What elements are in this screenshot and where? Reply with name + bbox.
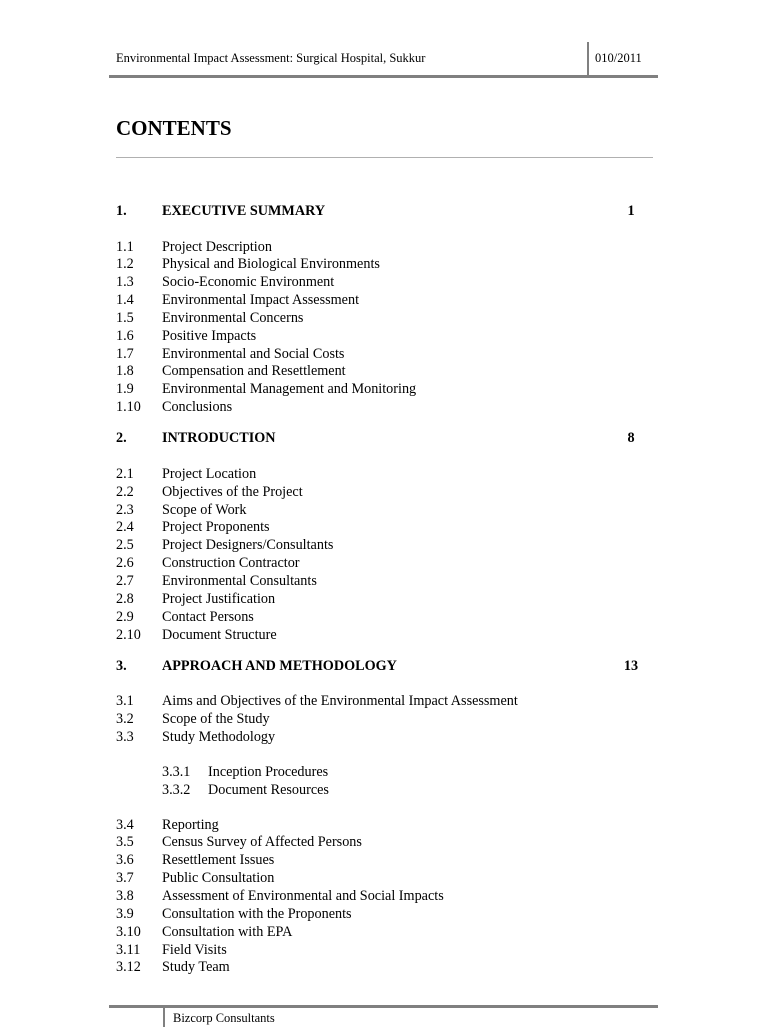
toc-item[interactable] xyxy=(116,555,646,573)
item-number: 3.12 xyxy=(116,959,141,976)
toc-item[interactable] xyxy=(116,274,646,292)
item-title: Socio-Economic Environment xyxy=(162,274,335,291)
toc-item[interactable] xyxy=(116,363,646,381)
item-number: 3.6 xyxy=(116,852,134,869)
item-title: Environmental Consultants xyxy=(162,573,317,589)
item-title: Consultation with EPA xyxy=(162,923,293,940)
toc-item[interactable] xyxy=(116,870,646,888)
toc-item[interactable] xyxy=(116,834,646,852)
item-title: Public Consultation xyxy=(162,870,275,887)
header-date: 010/2011 xyxy=(595,51,642,65)
toc-section-2[interactable] xyxy=(116,430,646,452)
item-title: Reporting xyxy=(162,816,219,833)
toc-item[interactable] xyxy=(116,484,646,502)
toc-section-3[interactable] xyxy=(116,658,646,680)
header-divider xyxy=(587,42,589,75)
section-number: 1. xyxy=(116,203,127,219)
item-number: 1.8 xyxy=(116,363,134,380)
toc-item[interactable] xyxy=(116,591,646,609)
item-number: 1.6 xyxy=(116,327,134,344)
item-title: Aims and Objectives of the Environmental Impact Assessment xyxy=(162,693,518,710)
toc-subitem[interactable] xyxy=(116,782,646,800)
toc-item[interactable] xyxy=(116,346,646,364)
item-number: 3.2 xyxy=(116,711,134,728)
item-title: Assessment of Environmental and Social Impacts xyxy=(162,887,444,904)
item-number: 2.6 xyxy=(116,555,134,572)
toc-item[interactable] xyxy=(116,239,646,257)
item-title: Study Methodology xyxy=(162,729,276,746)
item-title: Project Justification xyxy=(162,590,276,607)
item-number: 3.7 xyxy=(116,870,134,887)
table-of-contents xyxy=(116,203,646,991)
item-number: 3.11 xyxy=(116,941,141,958)
item-number: 3.3 xyxy=(116,729,134,746)
item-number: 3.10 xyxy=(116,923,141,940)
toc-item[interactable] xyxy=(116,399,646,417)
toc-item[interactable] xyxy=(116,711,646,729)
page-footer xyxy=(109,1005,658,1025)
item-title: Inception Procedures xyxy=(208,763,329,780)
toc-item-list xyxy=(116,693,646,747)
toc-item[interactable] xyxy=(116,256,646,274)
item-number: 1.9 xyxy=(116,381,134,398)
item-title: Environmental and Social Costs xyxy=(162,345,345,362)
footer-divider xyxy=(163,1007,165,1027)
toc-item[interactable] xyxy=(116,519,646,537)
section-title: EXECUTIVE SUMMARY xyxy=(162,203,326,219)
item-number: 3.4 xyxy=(116,816,134,833)
item-number: 2.7 xyxy=(116,573,134,589)
header-title: Environmental Impact Assessment: Surgical Hospital, Sukkur xyxy=(116,51,426,65)
toc-item[interactable] xyxy=(116,609,646,627)
toc-item[interactable] xyxy=(116,729,646,747)
item-number: 3.3.2 xyxy=(162,781,191,798)
toc-subitem[interactable] xyxy=(116,764,646,782)
toc-item[interactable] xyxy=(116,328,646,346)
toc-item[interactable] xyxy=(116,906,646,924)
item-title: Study Team xyxy=(162,959,230,976)
toc-item[interactable] xyxy=(116,573,646,591)
item-number: 1.4 xyxy=(116,292,134,309)
toc-item[interactable] xyxy=(116,502,646,520)
item-number: 2.5 xyxy=(116,537,134,554)
toc-item[interactable] xyxy=(116,817,646,835)
item-number: 2.2 xyxy=(116,483,134,500)
item-title: Environmental Concerns xyxy=(162,309,304,326)
item-title: Environmental Management and Monitoring xyxy=(162,381,417,398)
toc-item[interactable] xyxy=(116,381,646,399)
section-page-number: 8 xyxy=(627,430,635,447)
page-header xyxy=(109,42,658,78)
item-number: 3.9 xyxy=(116,905,134,922)
item-title: Objectives of the Project xyxy=(162,483,303,500)
section-number: 2. xyxy=(116,430,127,447)
item-title: Construction Contractor xyxy=(162,555,300,572)
item-title: Resettlement Issues xyxy=(162,852,275,869)
contents-heading: CONTENTS xyxy=(116,116,232,140)
item-number: 3.1 xyxy=(116,693,134,710)
footer-label: Bizcorp Consultants xyxy=(173,1011,275,1025)
item-number: 2.9 xyxy=(116,608,134,625)
toc-item-list xyxy=(116,239,646,417)
item-number: 2.10 xyxy=(116,626,141,643)
toc-item-list xyxy=(116,817,646,978)
toc-item[interactable] xyxy=(116,888,646,906)
toc-item[interactable] xyxy=(116,292,646,310)
section-number: 3. xyxy=(116,657,127,674)
item-number: 3.5 xyxy=(116,834,134,851)
item-title: Project Designers/Consultants xyxy=(162,537,334,554)
item-title: Scope of the Study xyxy=(162,711,270,728)
item-number: 1.2 xyxy=(116,256,134,273)
section-page-number: 13 xyxy=(623,657,639,674)
item-title: Document Structure xyxy=(162,626,277,643)
item-number: 3.8 xyxy=(116,887,134,904)
item-title: Field Visits xyxy=(162,941,227,958)
item-number: 1.7 xyxy=(116,345,134,362)
item-title: Consultation with the Proponents xyxy=(162,905,352,922)
toc-item[interactable] xyxy=(116,959,646,977)
item-number: 1.1 xyxy=(116,238,134,255)
item-title: Positive Impacts xyxy=(162,327,257,344)
item-title: Conclusions xyxy=(162,399,233,416)
toc-subitem-list xyxy=(116,764,646,800)
toc-item[interactable] xyxy=(116,627,646,645)
toc-item[interactable] xyxy=(116,310,646,328)
toc-item[interactable] xyxy=(116,693,646,711)
section-title: APPROACH AND METHODOLOGY xyxy=(162,657,397,674)
item-title: Census Survey of Affected Persons xyxy=(162,834,362,851)
item-title: Project Description xyxy=(162,238,272,255)
toc-item-list xyxy=(116,466,646,644)
item-title: Project Location xyxy=(162,465,257,482)
item-number: 2.3 xyxy=(116,501,134,518)
item-title: Environmental Impact Assessment xyxy=(162,292,360,309)
toc-item[interactable] xyxy=(116,466,646,484)
item-number: 1.5 xyxy=(116,309,134,326)
toc-item[interactable] xyxy=(116,924,646,942)
item-title: Physical and Biological Environments xyxy=(162,256,380,273)
contents-divider xyxy=(116,157,653,158)
toc-item[interactable] xyxy=(116,852,646,870)
item-title: Contact Persons xyxy=(162,608,254,625)
section-page-number: 1 xyxy=(627,203,635,219)
item-number: 2.8 xyxy=(116,590,134,607)
item-number: 1.10 xyxy=(116,399,141,416)
item-number: 1.3 xyxy=(116,274,134,291)
item-number: 2.1 xyxy=(116,465,134,482)
item-title: Scope of Work xyxy=(162,501,247,518)
toc-item[interactable] xyxy=(116,942,646,960)
item-title: Document Resources xyxy=(208,781,329,798)
item-title: Compensation and Resettlement xyxy=(162,363,346,380)
item-number: 2.4 xyxy=(116,519,134,536)
item-title: Project Proponents xyxy=(162,519,270,536)
toc-section-1[interactable] xyxy=(116,203,646,225)
section-title: INTRODUCTION xyxy=(162,430,276,447)
item-number: 3.3.1 xyxy=(162,763,191,780)
toc-item[interactable] xyxy=(116,537,646,555)
